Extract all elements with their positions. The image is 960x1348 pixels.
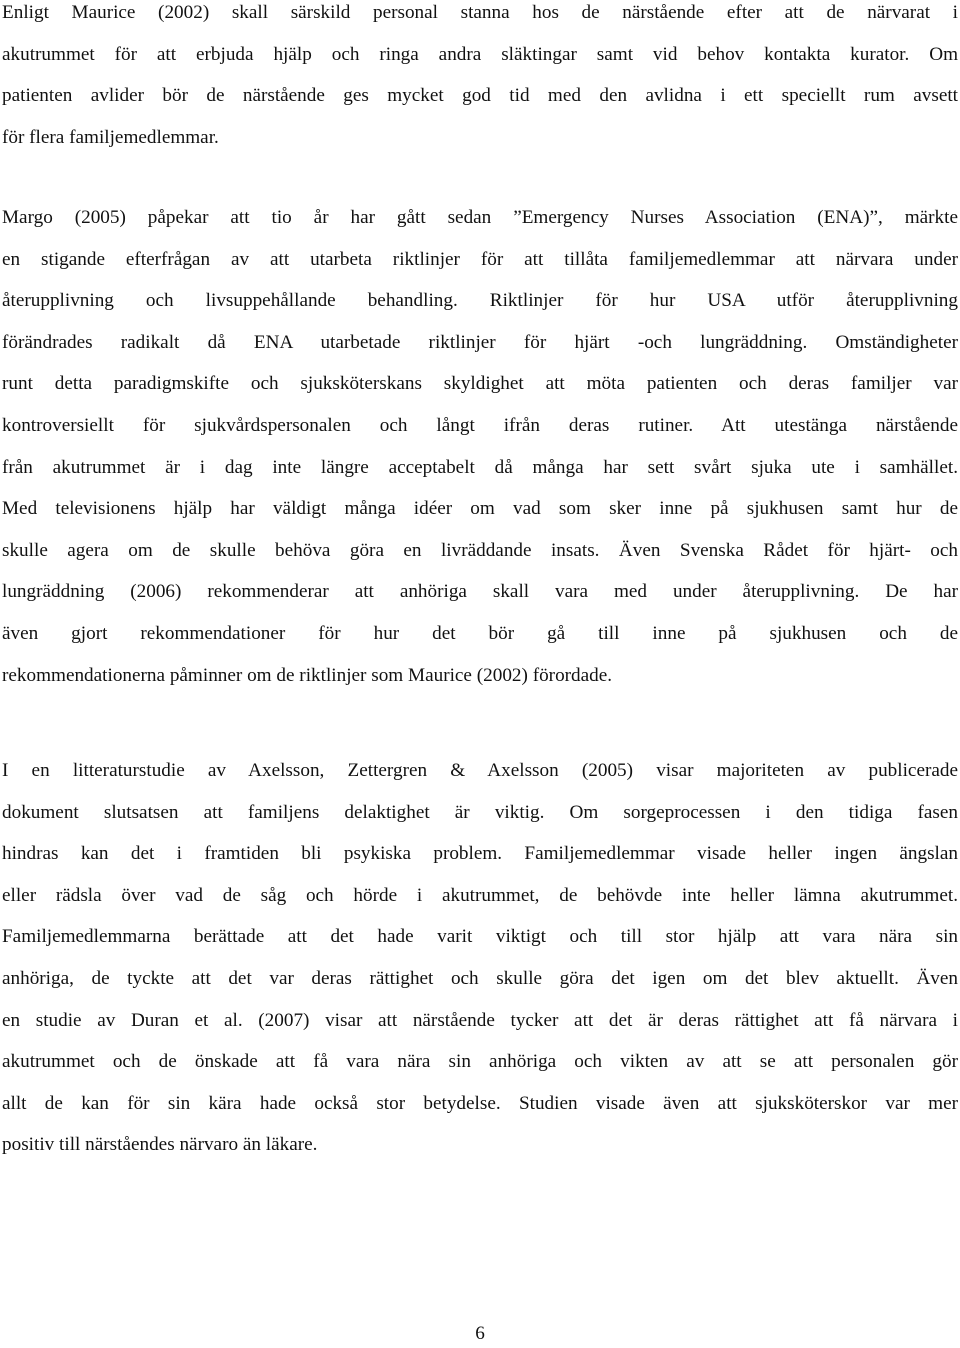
text-line: akutrummet för att erbjuda hjälp och ringa andra släktingar samt vid behov kontakta kurator. Om — [2, 43, 958, 65]
text-line: anhöriga, de tyckte att det var deras rättighet och skulle göra det igen om det blev aktuellt. Även — [2, 967, 958, 989]
text-line: Familjemedlemmarna berättade att det hade varit viktigt och till stor hjälp att vara nära sin — [2, 926, 958, 948]
text-line: en studie av Duran et al. (2007) visar att närstående tycker att det är deras rättighet att få närvara i — [2, 1009, 958, 1031]
text-line: Margo (2005) påpekar att tio år har gått sedan ”Emergency Nurses Association (ENA)”, märkte — [2, 207, 958, 228]
text-line: en stigande efterfrågan av att utarbeta riktlinjer för att tillåta familjemedlemmar att närvara under — [2, 248, 958, 270]
document-page — [2, 0, 958, 1348]
text-line: hindras kan det i framtiden bli psykiska problem. Familjemedlemmar visade heller ingen ängslan — [2, 843, 958, 865]
text-line: patienten avlider bör de närstående ges mycket god tid med den avlidna i ett speciellt rum avsett — [2, 85, 958, 107]
page-number: 6 — [475, 1323, 485, 1344]
text-line: akutrummet och de önskade att få vara nära sin anhöriga och vikten av att se att personalen gör — [2, 1051, 958, 1073]
text-line: dokument slutsatsen att familjens delaktighet är viktig. Om sorgeprocessen i den tidiga fasen — [2, 801, 958, 823]
text-line: kontroversiellt för sjukvårdspersonalen och långt ifrån deras rutiner. Att utestänga närstående — [2, 414, 958, 436]
text-line: för flera familjemedlemmar. — [2, 126, 219, 148]
paragraph-maurice — [2, 0, 958, 158]
text-line: I en litteraturstudie av Axelsson, Zettergren & Axelsson (2005) visar majoriteten av publicerade — [2, 760, 958, 781]
paragraph-margo — [2, 197, 958, 696]
text-line: rekommendationerna påminner om de riktlinjer som Maurice (2002) förordade. — [2, 664, 613, 686]
text-line: Med televisionens hjälp har väldigt många idéer om vad som sker inne på sjukhusen samt hur de — [2, 498, 958, 520]
text-line: återupplivning och livsuppehållande behandling. Riktlinjer för hur USA utför återupplivning — [2, 290, 958, 312]
text-line: Enligt Maurice (2002) skall särskild personal stanna hos de närstående efter att de närvarat i — [2, 2, 958, 23]
text-line: lungräddning (2006) rekommenderar att anhöriga skall vara med under återupplivning. De har — [2, 581, 958, 603]
text-line: från akutrummet är i dag inte längre acceptabelt då många har sett svårt sjuka ute i samhället. — [2, 456, 958, 478]
text-line: skulle agera om de skulle behöva göra en livräddande insats. Även Svenska Rådet för hjärt- och — [2, 539, 958, 561]
text-line: runt detta paradigmskifte och sjuksköterskans skyldighet att möta patienten och deras familjer var — [2, 373, 958, 395]
text-line: även gjort rekommendationer för hur det bör gå till inne på sjukhusen och de — [2, 622, 958, 644]
text-line: eller rädsla över vad de såg och hörde i akutrummet, de behövde inte heller lämna akutrummet. — [2, 884, 958, 906]
text-line: positiv till närståendes närvaro än läkare. — [2, 1134, 318, 1156]
text-line: allt de kan för sin kära hade också stor betydelse. Studien visade även att sjuksköterskor var mer — [2, 1092, 958, 1114]
text-line: förändrades radikalt då ENA utarbetade riktlinjer för hjärt -och lungräddning. Omständigheter — [2, 331, 958, 353]
paragraph-axelsson — [2, 750, 958, 1166]
